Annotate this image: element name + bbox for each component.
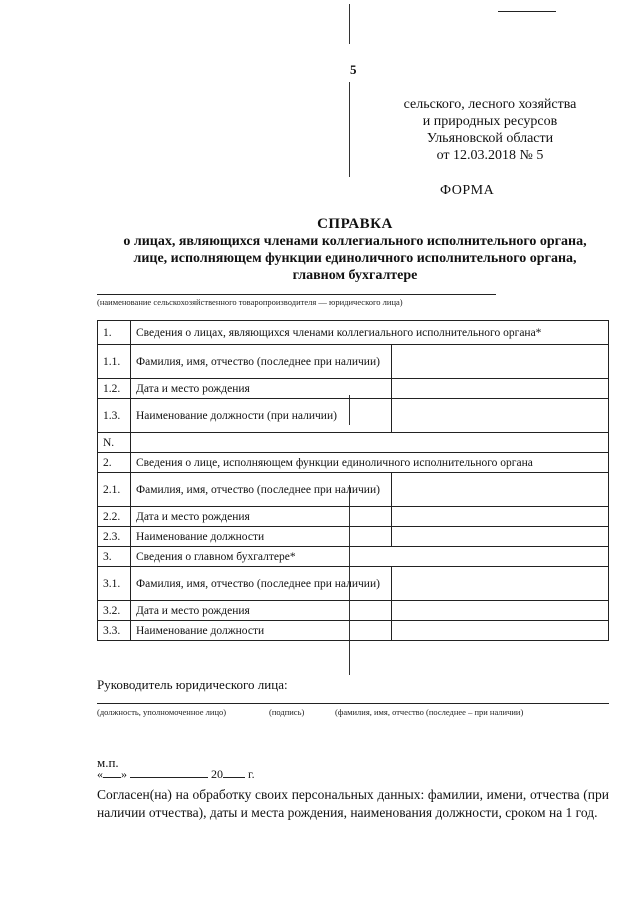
row-value-field[interactable] <box>392 507 609 527</box>
row-number: 1.2. <box>98 379 131 399</box>
form-label: ФОРМА <box>440 183 495 198</box>
row-value-field[interactable] <box>392 399 609 433</box>
row-label: Сведения о лице, исполняющем функции единоличного исполнительного органа <box>131 453 609 473</box>
caption-position: (должность, уполномоченное лицо) <box>97 707 227 717</box>
row-number: 3. <box>98 547 131 567</box>
date-close-quote: » <box>121 767 127 781</box>
date-year-suffix: г. <box>248 767 255 781</box>
table-row <box>98 345 609 379</box>
row-label: Дата и место рождения <box>131 379 392 399</box>
row-label: Сведения о главном бухгалтере* <box>131 547 609 567</box>
row-value-field[interactable] <box>392 621 609 641</box>
table-row <box>98 527 609 547</box>
document-header <box>380 96 600 164</box>
table-row <box>98 621 609 641</box>
date-line <box>97 767 255 782</box>
consent-text: Согласен(на) на обработку своих персональных данных: фамилии, имени, отчества (при наличии отчества), даты и места рождения, наименования должности, сроком на 1 год. <box>97 787 609 820</box>
date-year-prefix: 20 <box>211 767 223 781</box>
scan-artifact-line <box>349 82 350 177</box>
row-label: Дата и место рождения <box>131 507 392 527</box>
row-value-field[interactable] <box>392 527 609 547</box>
page-number: 5 <box>350 62 357 77</box>
row-value-field[interactable] <box>392 567 609 601</box>
row-number: 3.1. <box>98 567 131 601</box>
info-table <box>97 320 609 641</box>
table-section-row <box>98 433 609 453</box>
row-label <box>131 433 609 453</box>
row-value-field[interactable] <box>392 601 609 621</box>
table-row <box>98 399 609 433</box>
row-number: 3.2. <box>98 601 131 621</box>
title-line: о лицах, являющихся членами коллегиального исполнительного органа, <box>123 234 587 249</box>
row-number: 1.1. <box>98 345 131 379</box>
header-line: и природных ресурсов <box>422 114 558 129</box>
scan-artifact-line <box>349 4 350 44</box>
table-row <box>98 567 609 601</box>
table-row <box>98 601 609 621</box>
row-number: 1. <box>98 321 131 345</box>
date-month-field[interactable] <box>130 767 208 778</box>
row-number: 2.1. <box>98 473 131 507</box>
signature-field[interactable] <box>97 703 609 704</box>
caption-sign: (подпись) <box>269 707 305 717</box>
row-number: 2.3. <box>98 527 131 547</box>
signature-title: Руководитель юридического лица: <box>97 677 288 692</box>
title-main: СПРАВКА <box>317 216 393 232</box>
header-line: Ульяновской области <box>426 131 554 146</box>
table-row <box>98 379 609 399</box>
row-value-field[interactable] <box>392 379 609 399</box>
table-row <box>98 473 609 507</box>
row-value-field[interactable] <box>392 345 609 379</box>
row-number: 1.3. <box>98 399 131 433</box>
row-number: 2. <box>98 453 131 473</box>
row-value-field[interactable] <box>392 473 609 507</box>
table-section-row <box>98 547 609 567</box>
row-number: N. <box>98 433 131 453</box>
organization-name-field[interactable] <box>97 294 496 295</box>
document-title <box>60 216 640 284</box>
date-year-field[interactable] <box>223 767 245 778</box>
table-row <box>98 507 609 527</box>
row-label: Фамилия, имя, отчество (последнее при наличии) <box>131 345 392 379</box>
header-line: сельского, лесного хозяйства <box>403 97 577 112</box>
scan-artifact-line <box>498 11 556 12</box>
row-number: 3.3. <box>98 621 131 641</box>
row-label: Наименование должности <box>131 621 392 641</box>
row-label: Дата и место рождения <box>131 601 392 621</box>
row-label: Сведения о лицах, являющихся членами коллегиального исполнительного органа* <box>131 321 609 345</box>
row-label: Фамилия, имя, отчество (последнее при наличии) <box>131 473 392 507</box>
caption-name: (фамилия, имя, отчество (последнее – при наличии) <box>335 707 524 717</box>
table-section-row <box>98 321 609 345</box>
title-line: лице, исполняющем функции единоличного исполнительного органа, <box>133 251 577 266</box>
organization-caption: (наименование сельскохозяйственного товаропроизводителя — юридического лица) <box>97 297 403 307</box>
date-open-quote: « <box>97 767 103 781</box>
row-label: Фамилия, имя, отчество (последнее при наличии) <box>131 567 392 601</box>
header-line: от 12.03.2018 № 5 <box>436 148 544 163</box>
date-day-field[interactable] <box>103 767 121 778</box>
row-label: Наименование должности (при наличии) <box>131 399 392 433</box>
title-line: главном бухгалтере <box>292 268 418 283</box>
row-number: 2.2. <box>98 507 131 527</box>
stamp-place: м.п. <box>97 755 119 770</box>
row-label: Наименование должности <box>131 527 392 547</box>
table-section-row <box>98 453 609 473</box>
